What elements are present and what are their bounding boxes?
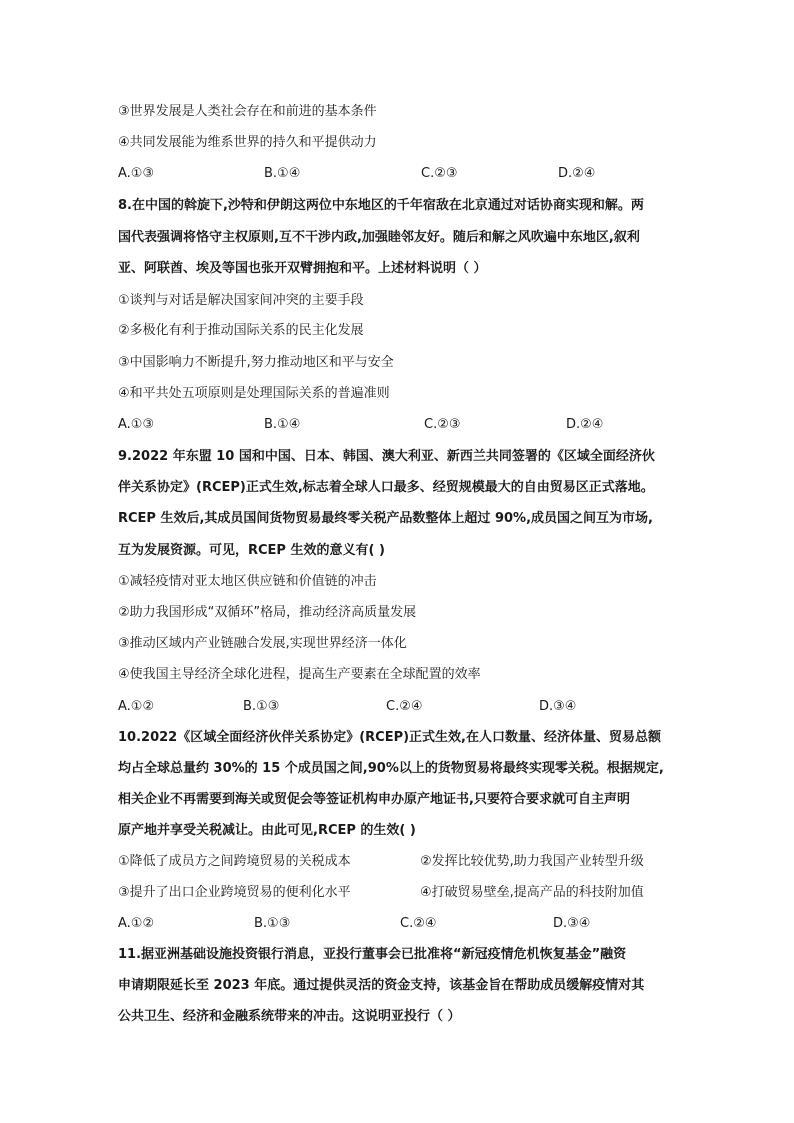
q8-stem-line-2: 国代表强调将恪守主权原则,互不干涉内政,加强睦邻友好。随后和解之风吹遍中东地区,叙利 xyxy=(118,230,640,245)
q9-choice-d: D.③④ xyxy=(539,699,577,714)
q9-option-4: ④使我国主导经济全球化进程，提高生产要素在全球配置的效率 xyxy=(118,667,481,682)
q10-choices xyxy=(118,915,678,933)
q9-choice-c: C.②④ xyxy=(386,699,423,714)
q8-choice-c: C.②③ xyxy=(424,417,461,432)
q7-choice-d: D.②④ xyxy=(558,166,596,181)
q8-stem-line-1: 8.在中国的斡旋下,沙特和伊朗这两位中东地区的千年宿敌在北京通过对话协商实现和解。两 xyxy=(118,198,644,213)
q10-stem-line-4: 原产地并享受关税减让。由此可见,RCEP 的生效( ) xyxy=(118,823,416,838)
q9-option-1: ①减轻疫情对亚太地区供应链和价值链的冲击 xyxy=(118,574,377,589)
q7-choice-a: A.①③ xyxy=(118,166,155,181)
q8-option-1: ①谈判与对话是解决国家间冲突的主要手段 xyxy=(118,293,364,308)
q10-options-row-2 xyxy=(118,884,678,902)
q8-choice-a: A.①③ xyxy=(118,417,155,432)
q9-stem-line-2: 伴关系协定》(RCEP)正式生效,标志着全球人口最多、经贸规模最大的自由贸易区正式落地。 xyxy=(118,480,654,495)
q8-stem-line-3: 亚、阿联酋、埃及等国也张开双臂拥抱和平。上述材料说明（ ） xyxy=(118,261,487,276)
q9-choice-b: B.①③ xyxy=(243,699,280,714)
q11-stem-line-1: 11.据亚洲基础设施投资银行消息，亚投行董事会已批准将“新冠疫情危机恢复基金”融资 xyxy=(118,947,627,962)
q8-option-2: ②多极化有利于推动国际关系的民主化发展 xyxy=(118,323,364,338)
q8-option-4: ④和平共处五项原则是处理国际关系的普遍准则 xyxy=(118,386,390,401)
q10-option-4: ④打破贸易壁垒,提高产品的科技附加值 xyxy=(420,885,644,900)
q8-choice-d: D.②④ xyxy=(566,417,604,432)
q10-options-row-1 xyxy=(118,853,678,871)
q10-choice-a: A.①② xyxy=(118,916,155,931)
q7-choices xyxy=(118,165,678,183)
q8-choices xyxy=(118,416,678,434)
q10-stem-line-3: 相关企业不再需要到海关或贸促会等签证机构申办原产地证书,只要符合要求就可自主声明 xyxy=(118,792,630,807)
q10-stem-line-1: 10.2022《区域全面经济伙伴关系协定》(RCEP)正式生效,在人口数量、经济体量、贸易总额 xyxy=(118,730,661,745)
q9-option-2: ②助力我国形成“双循环”格局，推动经济高质量发展 xyxy=(118,605,417,620)
q7-choice-c: C.②③ xyxy=(421,166,458,181)
q9-choice-a: A.①② xyxy=(118,699,155,714)
q10-option-1: ①降低了成员方之间跨境贸易的关税成本 xyxy=(118,854,351,869)
q9-option-3: ③推动区域内产业链融合发展,实现世界经济一体化 xyxy=(118,636,407,651)
q11-stem-line-3: 公共卫生、经济和金融系统带来的冲击。这说明亚投行（ ） xyxy=(118,1009,461,1024)
q10-choice-c: C.②④ xyxy=(400,916,437,931)
q10-option-2: ②发挥比较优势,助力我国产业转型升级 xyxy=(420,854,644,869)
q8-choice-b: B.①④ xyxy=(264,417,301,432)
q10-choice-b: B.①③ xyxy=(254,916,291,931)
q8-option-3: ③中国影响力不断提升,努力推动地区和平与安全 xyxy=(118,355,394,370)
q7-option-3: ③世界发展是人类社会存在和前进的基本条件 xyxy=(118,104,377,119)
q10-choice-d: D.③④ xyxy=(553,916,591,931)
q9-choices xyxy=(118,698,678,716)
q10-stem-line-2: 均占全球总量约 30%的 15 个成员国之间,90%以上的货物贸易将最终实现零关税。根据规定, xyxy=(118,761,664,776)
q9-stem-line-3: RCEP 生效后,其成员国间货物贸易最终零关税产品数整体上超过 90%,成员国之间互为市场, xyxy=(118,511,653,526)
q9-stem-line-4: 互为发展资源。可见，RCEP 生效的意义有( ) xyxy=(118,543,385,558)
q11-stem-line-2: 申请期限延长至 2023 年底。通过提供灵活的资金支持，该基金旨在帮助成员缓解疫情对其 xyxy=(118,978,645,993)
q10-option-3: ③提升了出口企业跨境贸易的便利化水平 xyxy=(118,885,351,900)
q7-option-4: ④共同发展能为维系世界的持久和平提供动力 xyxy=(118,135,377,150)
q9-stem-line-1: 9.2022 年东盟 10 国和中国、日本、韩国、澳大利亚、新西兰共同签署的《区域全面经济伙 xyxy=(118,449,655,464)
q7-choice-b: B.①④ xyxy=(264,166,301,181)
